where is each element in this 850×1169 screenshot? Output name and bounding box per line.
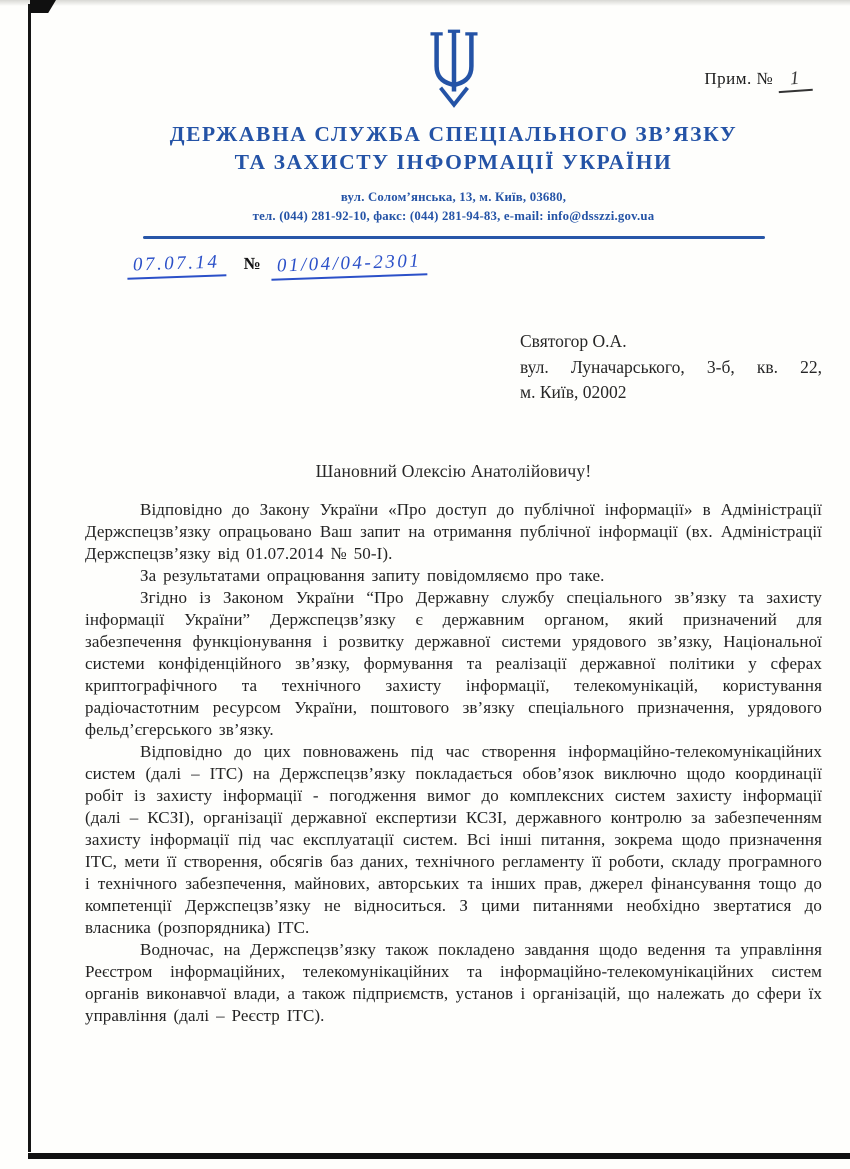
org-address-line2: тел. (044) 281-92-10, факс: (044) 281-94-83, e-mail: info@dsszzi.gov.ua: [252, 208, 655, 223]
scan-artifact-left-edge: [28, 4, 31, 1152]
header-divider: [143, 236, 765, 239]
handwritten-date: 07.07.14: [127, 251, 226, 279]
org-name-line2: ТА ЗАХИСТУ ІНФОРМАЦІЇ УКРАЇНИ: [234, 150, 673, 175]
ukraine-trident-emblem-icon: [425, 97, 483, 114]
org-name: [85, 120, 822, 177]
letter-paragraph: Відповідно до Закону України «Про доступ до публічної інформації» в Адміністрації Держспецзв’язку опрацьовано Ваш запит на отримання публічної інформації (вх. Адміністрації Держспецзв’язку від 01.07.2014 № 50-І).: [85, 500, 822, 564]
scan-artifact-bottom-edge: [28, 1153, 850, 1159]
copy-note-handwritten-number: 1: [777, 67, 813, 93]
letter-paragraph: За результатами опрацювання запиту повідомляємо про таке.: [140, 566, 605, 586]
letter-paragraph: Відповідно до цих повноважень під час створення інформаційно-телекомунікаційних систем (далі – ІТС) на Держспецзв’язку покладається обов’язок виключно щодо координації робіт із захисту інформації - погодження вимог до комплексних систем захисту інформації (далі – КСЗІ), організації державної експертизи КСЗІ, державного контролю за забезпеченням захисту інформації під час експлуатації систем. Всі інші питання, зокрема щодо призначення ІТС, мети її створення, обсягів баз даних, технічного регламенту її роботи, складу програмного і технічного забезпечення, майнових, авторських та інших прав, джерел фінансування тощо до компетенції Держспецзв’язку не відноситься. З цими питаннями необхідно звертатися до власника (розпорядника) ІТС.: [85, 742, 822, 938]
copy-note-label: Прим. №: [704, 69, 774, 88]
handwritten-outgoing-number: 01/04/04-2301: [270, 250, 427, 280]
recipient-block: [520, 329, 822, 405]
recipient-name: Святогор О.А.: [520, 331, 627, 352]
letter-paragraph: Водночас, на Держспецзв’язку також покладено завдання щодо ведення та управління Реєстром інформаційних, телекомунікаційних та інформаційно-телекомунікаційних систем органів виконавчої влади, а також підприємств, установ і організацій, що належать до сфери їх управління (далі – Реєстр ІТС).: [85, 940, 822, 1026]
number-sign: №: [243, 254, 261, 274]
org-contact-info: [85, 188, 822, 226]
letter-body: [85, 499, 822, 1027]
org-name-line1: ДЕРЖАВНА СЛУЖБА СПЕЦІАЛЬНОГО ЗВ’ЯЗКУ: [169, 122, 738, 146]
emblem-container: [85, 0, 822, 114]
recipient-address-line1: вул. Луначарського, 3-б, кв. 22,: [520, 356, 822, 377]
letter-paragraph: Згідно із Законом України “Про Державну службу спеціального зв’язку та захисту інформації України” Держспецзв’язку є державним органом, який призначений для забезпечення функціонування і розвитку державної системи урядового зв’язку, Національної системи конфіденційного зв’язку, формування та реалізації державної політики у сферах криптографічного та технічного захисту інформації, телекомунікацій, користування радіочастотним ресурсом України, поштового зв’язку спеціального призначення, урядового фельд’єгерського зв’язку.: [85, 588, 822, 740]
recipient-address-line2: м. Київ, 02002: [520, 381, 627, 402]
reference-line: [127, 250, 822, 283]
scan-artifact-top-shade: [0, 0, 850, 6]
copy-note: [704, 68, 812, 92]
org-address-line1: вул. Солом’янська, 13, м. Київ, 03680,: [340, 189, 567, 204]
salutation: Шановний Олексію Анатолійовичу!: [315, 461, 592, 482]
